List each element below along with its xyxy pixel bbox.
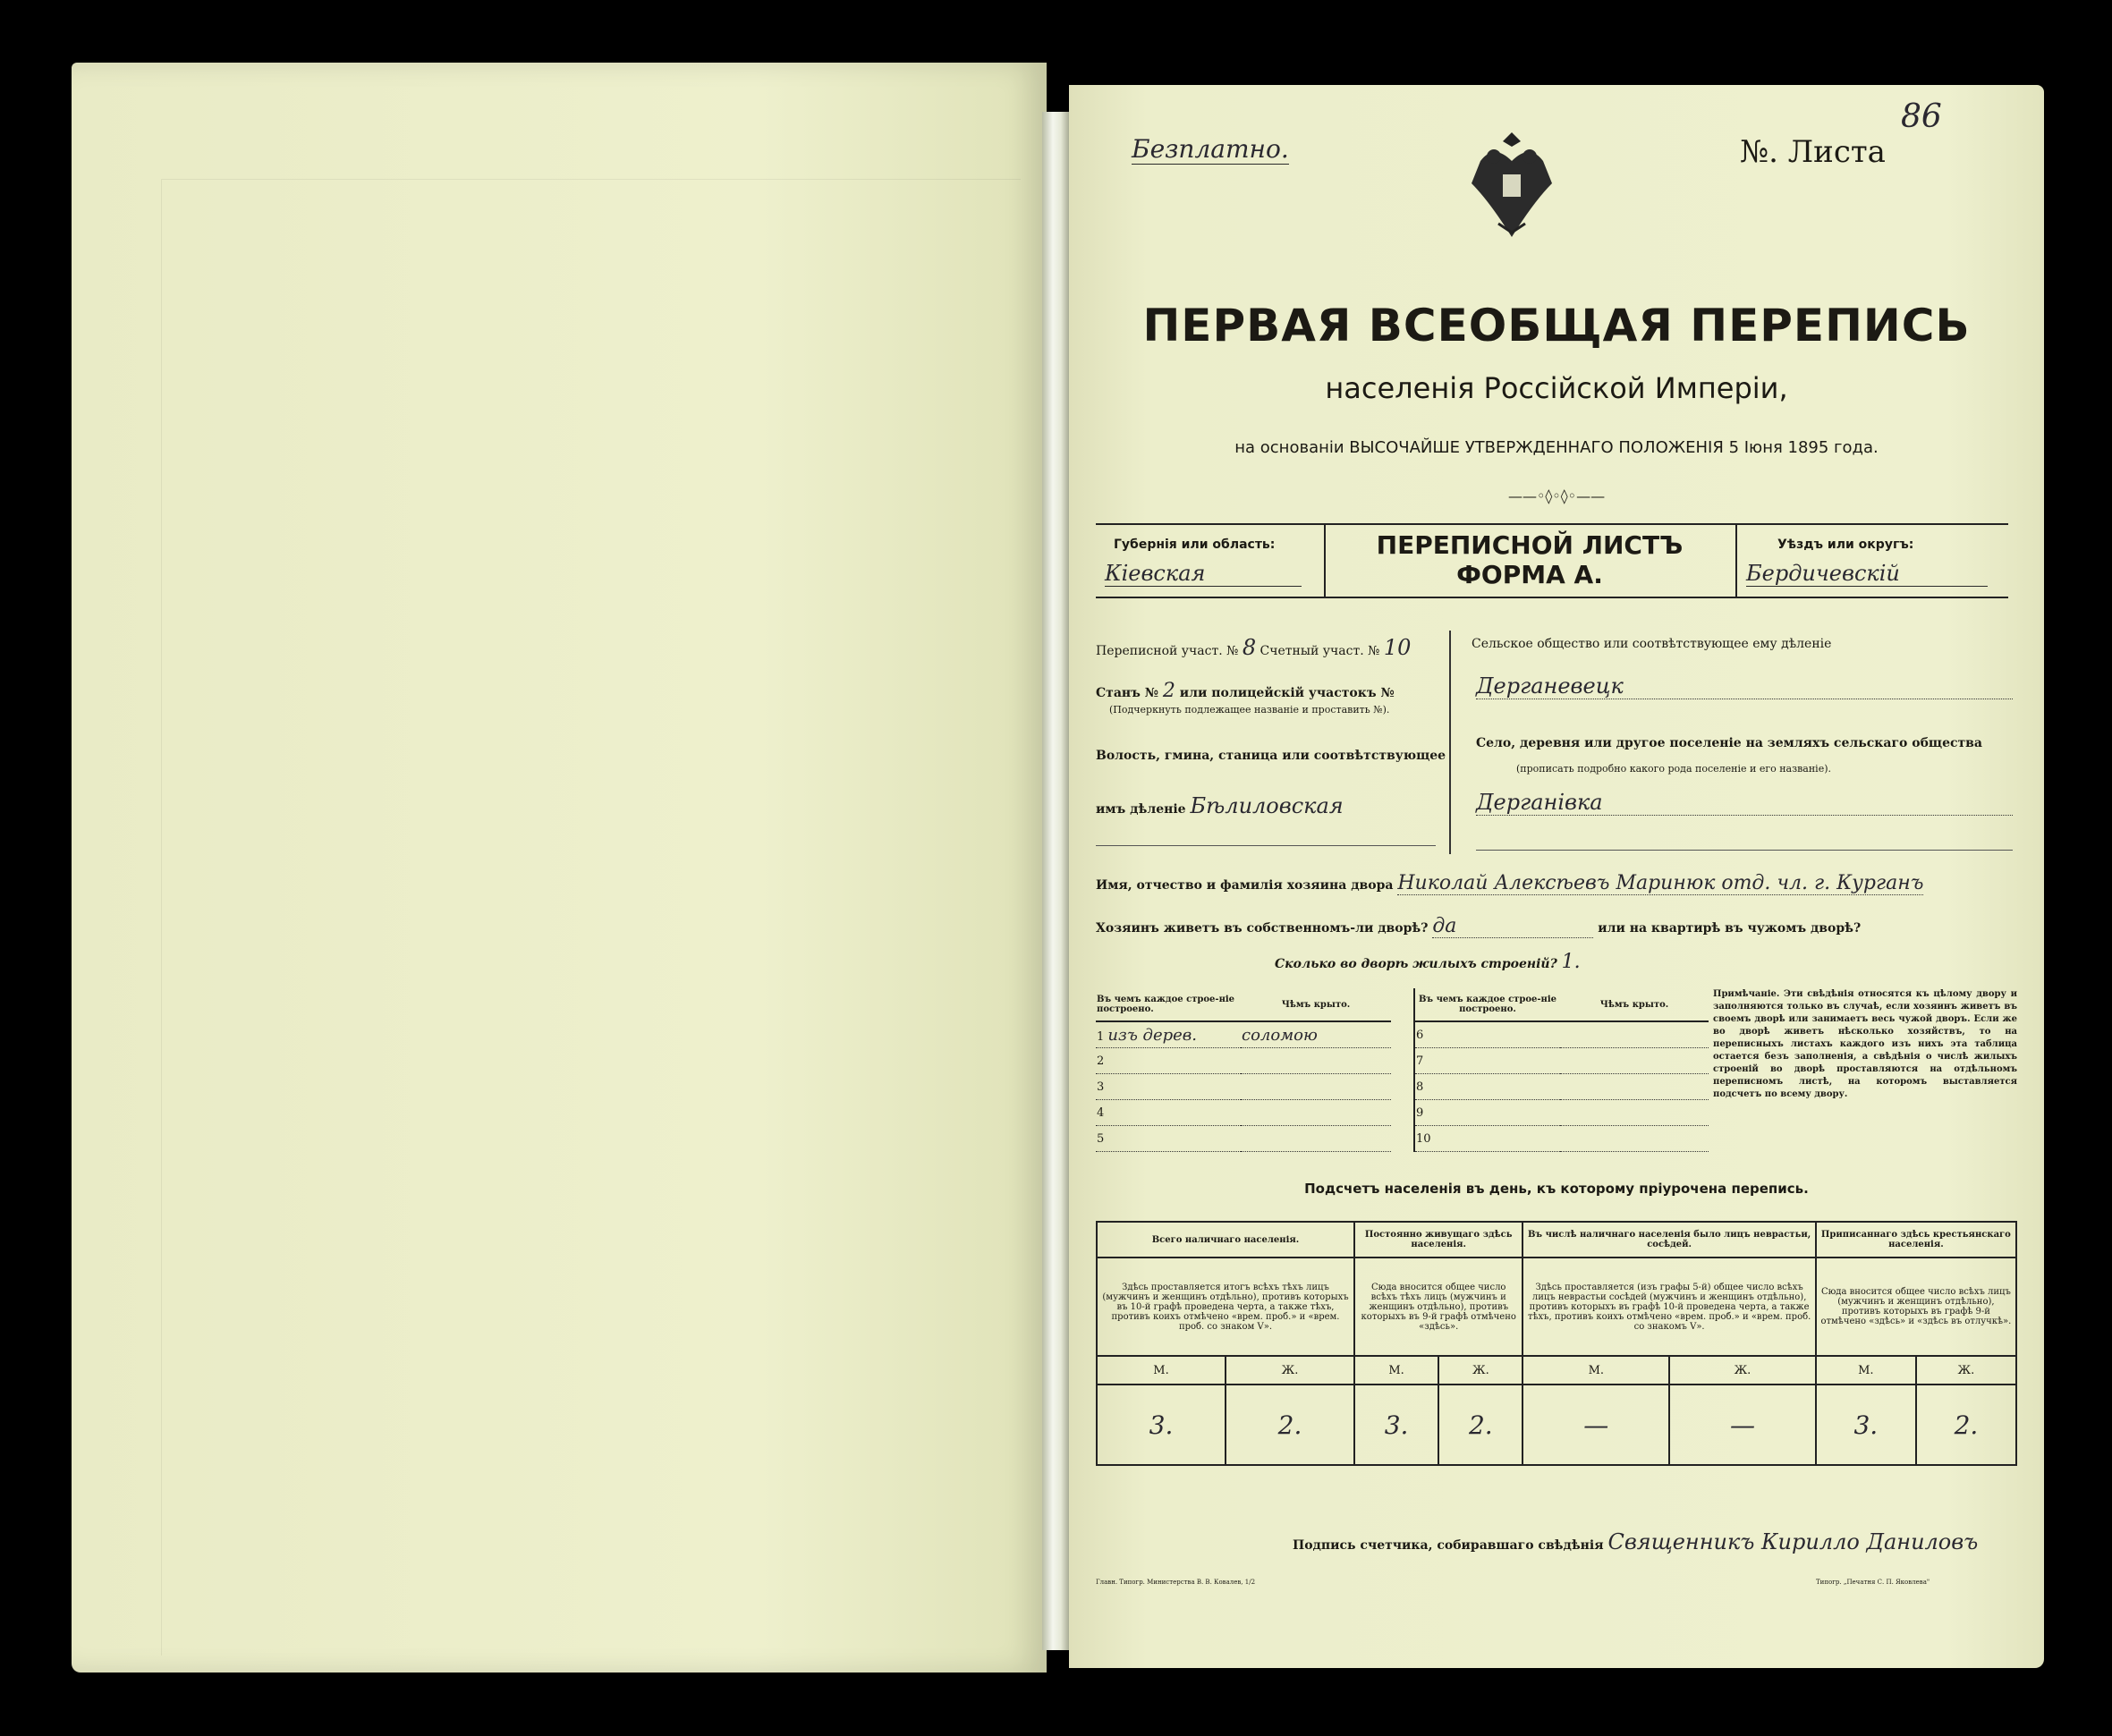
buildings-table-right: [1413, 988, 1709, 1152]
col-built-header-2: Въ чемъ каждое строе-ніе построено.: [1414, 988, 1560, 1021]
signature-field: [1293, 1529, 1978, 1554]
perepisnoy-field: [1096, 635, 1411, 660]
table-row: 9: [1414, 1100, 1709, 1126]
signature-value: Священникъ Кирилло Даниловъ: [1607, 1529, 1979, 1554]
selskoe-value: Дерганевецк: [1476, 673, 2013, 699]
count-value: 2.: [1916, 1385, 2016, 1465]
rented-label: или на квартирѣ въ чужомъ дворѣ?: [1598, 921, 1862, 936]
table-row: 3: [1096, 1074, 1391, 1100]
guberniya-value: Кіевская: [1105, 561, 1302, 587]
sheet-label: №. Листа: [1740, 134, 1886, 170]
selo-label: Село, деревня или другое поселеніе на земляхъ сельскаго общества: [1476, 736, 1982, 750]
population-count-table: [1096, 1221, 2017, 1466]
count-value: 3.: [1097, 1385, 1226, 1465]
table-row: 2: [1096, 1048, 1391, 1074]
owner-field: [1096, 872, 2026, 894]
census-subtitle: населенія Россійской Имперіи,: [1325, 371, 1788, 405]
count-value: —: [1523, 1385, 1669, 1465]
col-roof-header: Чѣмъ крыто.: [1241, 988, 1391, 1021]
signature-label: Подпись счетчика, собиравшаго свѣдѣнія: [1293, 1538, 1604, 1553]
form-title-line-1: ПЕРЕПИСНОЙ ЛИСТЪ: [1376, 530, 1684, 560]
count-title: Подсчетъ населенія въ день, къ которому пріурочена перепись.: [1304, 1181, 1809, 1197]
header-total: Всего наличнаго населенія.: [1097, 1222, 1354, 1258]
footer-printer-left: Главн. Типогр. Министерства В. В. Ковалев, 1/2: [1096, 1579, 1256, 1586]
volost-label-2: имъ дѣленіе: [1096, 802, 1186, 817]
left-blank-page: [72, 63, 1047, 1672]
perepisnoy-value: 8: [1242, 635, 1257, 660]
form-header-band: [1096, 523, 2008, 598]
perepisnoy-label: Переписной участ. №: [1096, 644, 1239, 658]
sheet-number-area: [1740, 98, 1942, 170]
own-yard-value: да: [1432, 915, 1593, 938]
census-main-title: ПЕРВАЯ ВСЕОБЩАЯ ПЕРЕПИСЬ: [1142, 300, 1971, 351]
buildings-field: [1275, 951, 1581, 973]
stan-suffix: или полицейскій участокъ №: [1179, 686, 1395, 700]
bleed-through-lines: [161, 179, 1021, 1656]
desc-permanent: Сюда вносится общее число всѣхъ тѣхъ лицъ (мужчинъ и женщинъ отдѣльно), противъ которыхъ въ 9-й графѣ отмѣчено «здѣсь».: [1354, 1258, 1523, 1356]
col-roof-header-2: Чѣмъ крыто.: [1560, 988, 1709, 1021]
census-legal-basis: на основаніи ВЫСОЧАЙШЕ УТВЕРЖДЕННАГО ПОЛОЖЕНІЯ 5 Іюня 1895 года.: [1234, 438, 1879, 457]
table-row: 6: [1414, 1021, 1709, 1048]
count-value: 3.: [1816, 1385, 1916, 1465]
count-value: 2.: [1438, 1385, 1523, 1465]
owner-value: Николай Алексѣевъ Маринюк отд. чл. г. Курганъ: [1397, 872, 1924, 894]
free-label: Безплатно.: [1132, 134, 1289, 164]
volost-label-1: Волость, гмина, станица или соотвѣтствующее: [1096, 749, 1446, 763]
buildings-note: Примѣчаніе. Эти свѣдѣнія относятся къ цѣлому двору и заполняются только въ случаѣ, если хозяинъ живетъ въ своемъ дворѣ или занимаетъ весь чужой дворъ. Если же во дворѣ живетъ нѣсколько хозяйствъ, то на переписныхъ листахъ каждого изъ нихъ эта таблица остается безъ заполненія, а свѣдѣнія о числѣ жилыхъ строеній во дворѣ проставляются на отдѣльномъ переписномъ листѣ, на которомъ выставляется подсчетъ по всему двору.: [1713, 989, 2017, 1099]
sex-label-row: М. Ж. М. Ж. М. Ж. М. Ж.: [1097, 1356, 2016, 1385]
selo-value: Дерганівка: [1476, 790, 2013, 816]
table-row: 10: [1414, 1126, 1709, 1152]
guberniya-label: Губернія или область:: [1114, 538, 1276, 552]
header-visitors: Въ числѣ наличнаго населенія было лицъ неврастьи, сосѣдей.: [1523, 1222, 1815, 1258]
own-yard-label: Хозяинъ живетъ въ собственномъ-ли дворѣ?: [1096, 921, 1429, 936]
desc-registered: Сюда вносится общее число всѣхъ лицъ (мужчинъ и женщинъ отдѣльно), противъ которыхъ въ графѣ 9-й отмѣчено «здѣсь» и «здѣсь въ отлучкѣ».: [1816, 1258, 2016, 1356]
volost-field: [1096, 793, 1344, 818]
table-row: 8: [1414, 1074, 1709, 1100]
count-value: —: [1669, 1385, 1816, 1465]
footer-printer-right: Типогр. „Печатня С. П. Яковлева": [1816, 1579, 1930, 1586]
buildings-table: [1096, 988, 1709, 1152]
sheet-number-handwritten: 86: [1901, 98, 1942, 135]
col-built-header: Въ чемъ каждое строе-ніе построено.: [1096, 988, 1241, 1021]
volost-extra-line: [1096, 845, 1436, 846]
buildings-table-left: [1096, 988, 1391, 1152]
stan-value: 2: [1162, 680, 1175, 702]
selskoe-label: Сельское общество или соотвѣтствующее ему дѣленіе: [1472, 637, 1832, 651]
form-title-box: [1324, 525, 1735, 597]
owner-label: Имя, отчество и фамилія хозяина двора: [1096, 878, 1394, 893]
count-values-row: [1097, 1385, 2016, 1465]
census-form-page: [1069, 85, 2044, 1668]
uezd-value: Бердичевскій: [1746, 561, 1988, 587]
guberniya-box: [1096, 525, 1326, 597]
desc-total: Здѣсь проставляется итогъ всѣхъ тѣхъ лицъ (мужчинъ и женщинъ отдѣльно), противъ которыхъ въ 10-й графѣ проведена черта, а также тѣхъ, противъ коихъ отмѣчено «врем. проб.» и «врем. проб. со знаком V».: [1097, 1258, 1354, 1356]
book-spine: [1042, 112, 1069, 1650]
schetny-label: Счетный участ. №: [1260, 644, 1380, 658]
table-row: 7: [1414, 1048, 1709, 1074]
form-title-line-2: ФОРМА А.: [1456, 560, 1603, 589]
stan-note: (Подчеркнуть подлежащее названіе и проставить №).: [1109, 704, 1390, 716]
desc-visitors: Здѣсь проставляется (изъ графы 5-й) общее число всѣхъ лицъ неврастьи сосѣдей (мужчинъ и женщинъ отдѣльно), противъ которыхъ въ графѣ 10-й проведена черта, а также тѣхъ, противъ коихъ отмѣчено «врем. проб.» и «врем. проб. со знакомъ V».: [1523, 1258, 1815, 1356]
count-value: 3.: [1354, 1385, 1438, 1465]
title-ornament: ——◦◊◦◊◦——: [1507, 487, 1606, 504]
buildings-label: Сколько во дворѣ жилыхъ строеній?: [1275, 957, 1557, 971]
uezd-box: [1735, 525, 2010, 597]
selo-note: (прописать подробно какого рода поселеніе и его названіе).: [1516, 763, 1831, 775]
own-yard-field: [1096, 915, 1861, 938]
address-divider: [1449, 631, 1451, 854]
stan-label: Станъ №: [1096, 686, 1158, 700]
count-value: 2.: [1226, 1385, 1354, 1465]
table-row: 5: [1096, 1126, 1391, 1152]
schetny-value: 10: [1383, 635, 1412, 660]
volost-value: Бѣлиловская: [1190, 793, 1344, 818]
buildings-value: 1.: [1561, 951, 1581, 973]
selo-extra-line: [1476, 850, 2013, 851]
table-row: 1 изъ дерев. соломою: [1096, 1021, 1391, 1048]
stan-field: [1096, 680, 1395, 702]
table-row: 4: [1096, 1100, 1391, 1126]
double-headed-eagle-emblem: [1463, 125, 1561, 241]
header-registered: Приписаннаго здѣсь крестьянскаго населенія.: [1816, 1222, 2016, 1258]
uezd-label: Уѣздъ или округъ:: [1777, 538, 1914, 552]
header-permanent: Постоянно живущаго здѣсь населенія.: [1354, 1222, 1523, 1258]
